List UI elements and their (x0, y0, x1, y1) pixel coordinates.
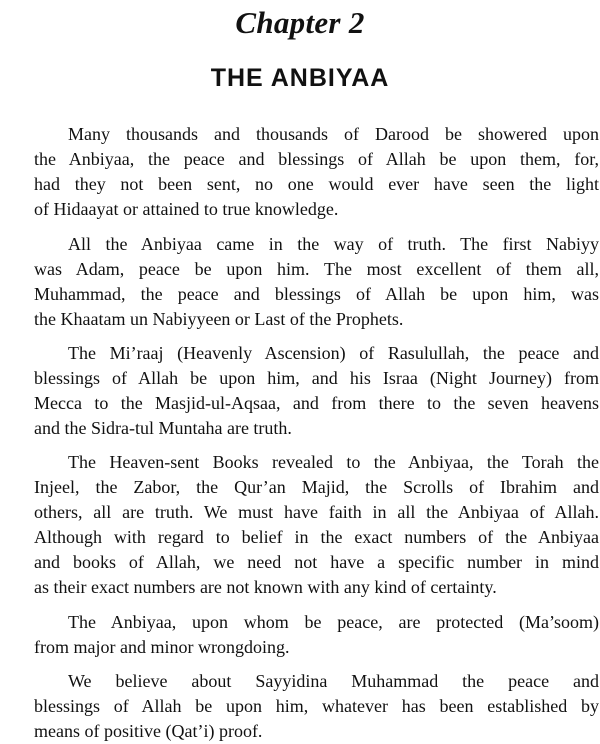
paragraph-line: We believe about Sayyidina Muhammad the peace and (68, 671, 599, 691)
paragraph-line: was Adam, peace be upon him. The most excellent of them all, (34, 259, 599, 279)
paragraph-line: as their exact numbers are not known with any kind of certainty. (34, 577, 497, 597)
paragraph-line: the Khaatam un Nabiyyeen or Last of the Prophets. (34, 309, 404, 329)
paragraph-line: Mecca to the Masjid-ul-Aqsaa, and from there to the seven heavens (34, 393, 599, 413)
paragraph-line: from major and minor wrongdoing. (34, 637, 290, 657)
paragraph-line: The Heaven-sent Books revealed to the Anbiyaa, the Torah the (68, 452, 599, 472)
paragraph-line: blessings of Allah be upon him, and his Israa (Night Journey) from (34, 368, 599, 388)
paragraph-line: means of positive (Qat’i) proof. (34, 721, 263, 741)
paragraph-line: and books of Allah, we need not have a specific number in mind (34, 552, 599, 572)
paragraph-darood (34, 122, 599, 222)
paragraph-line: and the Sidra-tul Muntaha are truth. (34, 418, 292, 438)
paragraph-miraaj (34, 341, 599, 441)
paragraph-way-of-truth (34, 232, 599, 332)
paragraph-line: of Hidaayat or attained to true knowledge. (34, 199, 339, 219)
paragraph-line: Many thousands and thousands of Darood be showered upon (68, 124, 599, 144)
paragraph-line: Although with regard to belief in the exact numbers of the Anbiyaa (34, 527, 599, 547)
paragraph-line: had they not been sent, no one would ever have seen the light (34, 174, 599, 194)
section-title: THE ANBIYAA (210, 64, 390, 92)
paragraph-line: the Anbiyaa, the peace and blessings of Allah be upon them, for, (34, 149, 599, 169)
paragraph-line: All the Anbiyaa came in the way of truth. The first Nabiyy (68, 234, 599, 254)
paragraph-line: Injeel, the Zabor, the Qur’an Majid, the Scrolls of Ibrahim and (34, 477, 599, 497)
paragraph-qati-proof (34, 669, 599, 744)
paragraph-line: others, all are truth. We must have faith in all the Anbiyaa of Allah. (34, 502, 599, 522)
paragraph-line: The Mi’raaj (Heavenly Ascension) of Rasulullah, the peace and (68, 343, 599, 363)
chapter-heading: Chapter 2 (235, 5, 365, 40)
paragraph-line: blessings of Allah be upon him, whatever has been established by (34, 696, 599, 716)
paragraph-heaven-sent-books (34, 450, 599, 600)
paragraph-line: Muhammad, the peace and blessings of Allah be upon him, was (34, 284, 599, 304)
paragraph-line: The Anbiyaa, upon whom be peace, are protected (Ma’soom) (68, 612, 599, 632)
paragraph-masoom (34, 610, 599, 660)
